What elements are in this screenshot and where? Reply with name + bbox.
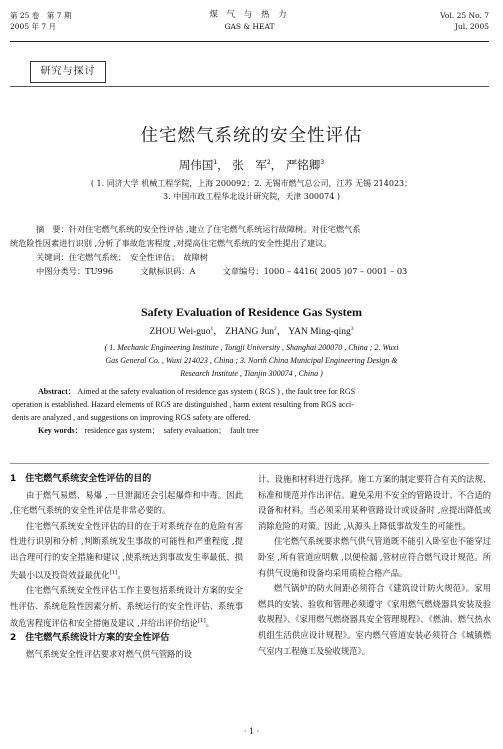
author-name-en: ZHANG Jun: [225, 327, 274, 337]
body-paragraph: 燃气系统安全性评估要求对燃气供气管路的设: [26, 649, 192, 660]
author-sup: 3: [320, 159, 325, 167]
abstract-en: [12, 385, 487, 437]
body-column-left: [10, 472, 243, 663]
citation: [1]: [197, 618, 206, 625]
paper-title-en: Safety Evaluation of Residence Gas System: [141, 305, 362, 319]
clc-label: 中图分类号：: [36, 266, 86, 276]
abstract-cn: [10, 222, 489, 278]
column-tag-rule: [10, 86, 489, 87]
body-paragraph: 由于燃气易燃、易爆 ,一旦泄漏还会引起爆炸和中毒。因此 ,住宅燃气系统的安全性评估是非常必要的。: [10, 489, 243, 516]
body-column-right: [258, 472, 491, 659]
affiliation-en-line: ( 1. Mechanic Engineering Institute , Tongji University , Shanghai 200070 , China ; 2. Wuxi: [104, 343, 399, 352]
section-separator: [10, 463, 489, 464]
author-sup: 3: [350, 325, 354, 332]
abstract-text: 统危险性因素进行识别 ,分析了事故危害程度 ,对提高住宅燃气系统的安全性提出了建议。: [10, 238, 332, 248]
volume-issue-text: 第 25 卷 第 7 期: [10, 11, 72, 20]
authors-en: ZHOU Wei-guo$^1$， ZHANG Jun$^2$， YAN Ming-qing$^3$: [149, 325, 354, 337]
abstract-en-text: dents are analyzed , and suggestions on improving RGS safety are offered.: [12, 413, 251, 422]
author-sup: 2: [266, 159, 271, 167]
issue-date-text: 2005 年 7 月: [10, 22, 57, 31]
page-number: · 1 ·: [243, 727, 260, 736]
affiliation-en-line: Research Institute , Tianjin 300074 , China ): [180, 369, 323, 378]
header-rule: [10, 41, 489, 42]
paragraph-end: 。: [117, 569, 126, 580]
doc-code-value: A: [189, 266, 196, 276]
running-header: [10, 10, 489, 38]
paragraph-text: 住宅燃气系统安全性评估工作主要包括系统设计方案的安全性评估、系统危险性因素分析、系统运行的安全性评估、系统事故危害程度评估和安全措施及建议 ,并给出评价结论: [10, 584, 243, 628]
paragraph-end: 。: [205, 617, 214, 628]
paper-title-cn: 住宅燃气系统的安全性评估: [140, 126, 363, 146]
keywords-label: 关键词：: [36, 252, 69, 262]
paragraph-text: 住宅燃气系统安全性评估的目的在于对系统存在的危险有害性进行识别和分析 ,判断系统发生事故的可能性和严重程度 ,提出合理可行的安全措施和建议 ,使系统达到事故发生率最低、损失最小以及投资效益最优化: [10, 520, 243, 580]
author-name: 严铭卿: [285, 158, 321, 172]
column-tag: 研究与探讨: [30, 61, 106, 83]
body-paragraph: 燃气锅炉的防火间距必须符合《建筑设计防火规范》。家用燃具的安装、验收和管理必须遵守《家用燃气燃烧器具安装及验收规程》、《家用燃气燃烧器具安全管理规程》、《燃油、燃气热水机组生活供应设计规程》。室内燃气管道安装必须符合《城镇燃气室内工程施工及验收规范》。: [258, 583, 491, 656]
journal-vol-en: [440, 10, 489, 32]
abstract-en-text: operation is established. Hazard elements of RGS are distinguished , harm extent resulting from RGS acci-: [12, 400, 354, 409]
author-sup: 2: [273, 325, 277, 332]
date-en: Jul. 2005: [454, 22, 489, 31]
affiliation-cn-line: ( 1. 同济大学 机械工程学院，上海 200092；2. 无锡市燃气总公司，江苏 无锡 214023；: [90, 179, 413, 188]
vol-no-en: Vol. 25 No. 7: [440, 11, 489, 20]
author-name-en: YAN Ming-qing: [288, 327, 351, 337]
author-sup: 1: [213, 159, 218, 167]
doc-code-label: 文献标识码：: [140, 266, 190, 276]
article-no-value: 1000 – 4416( 2005 )07 – 0001 – 03: [263, 266, 408, 276]
body-paragraph: [10, 519, 243, 583]
section-heading: 1 住宅燃气系统安全性评估的目的: [10, 474, 152, 484]
affiliation-cn-line: 3. 中国市政工程华北设计研究院，天津 300074 ): [163, 192, 340, 201]
affiliation-en-line: Gas General Co. , Wuxi 214023 , China ; 3. North China Municipal Engineering Design &: [105, 356, 398, 365]
author-name: 周伟国: [178, 158, 214, 172]
author-name-en: ZHOU Wei-guo: [149, 327, 211, 337]
keywords-en-label: Key words：: [38, 426, 83, 435]
article-no-label: 文章编号：: [222, 266, 264, 276]
section-heading: 2 住宅燃气系统设计方案的安全性评估: [10, 633, 170, 644]
journal-name-en: GAS & HEAT: [224, 22, 275, 31]
abstract-en-label: Abstract：: [38, 387, 76, 396]
abstract-text: 针对住宅燃气系统的安全性评估 ,建立了住宅燃气系统运行故障树。对住宅燃气系: [68, 224, 361, 234]
journal-name-cn: 煤 气 与 热 力: [209, 10, 290, 20]
author-sup: 1: [210, 325, 214, 332]
author-name: 张 军: [232, 158, 267, 172]
body-paragraph: 计、设施和材料进行选择。施工方案的制定要符合有关的法规、标准和规范并作出评估。避免采用不安全的管路设计、不合适的设备和材料。当必须采用某种管路设计或设备时 ,应提出降低或消除危险的对策。因此 ,从源头上降低事故发生的可能性。: [258, 474, 491, 531]
keywords-text: 住宅燃气系统； 安全性评估； 故障树: [68, 252, 208, 262]
body-paragraph: 住宅燃气系统要求燃气供气管道既不能引入卧室也不能穿过卧室 ,所有管道应明敷 ,以便检漏 ,管材应符合燃气设计规范。所有供气设施和设备均采用质检合格产品。: [258, 536, 491, 578]
keywords-en-text: residence gas system； safety evaluation； fault tree: [84, 426, 259, 435]
abstract-label: 摘 要：: [36, 224, 69, 234]
abstract-en-text: Aimed at the safety evaluation of residence gas system ( RGS ) , the fault tree for RGS: [77, 387, 356, 396]
clc-value: TU996: [85, 266, 114, 276]
journal-name: [10, 10, 489, 32]
citation: [1]: [109, 569, 118, 576]
body-paragraph: [10, 583, 243, 632]
authors-cn: 周伟国$^1$， 张 军$^2$， 严铭卿$^3$: [178, 158, 325, 172]
